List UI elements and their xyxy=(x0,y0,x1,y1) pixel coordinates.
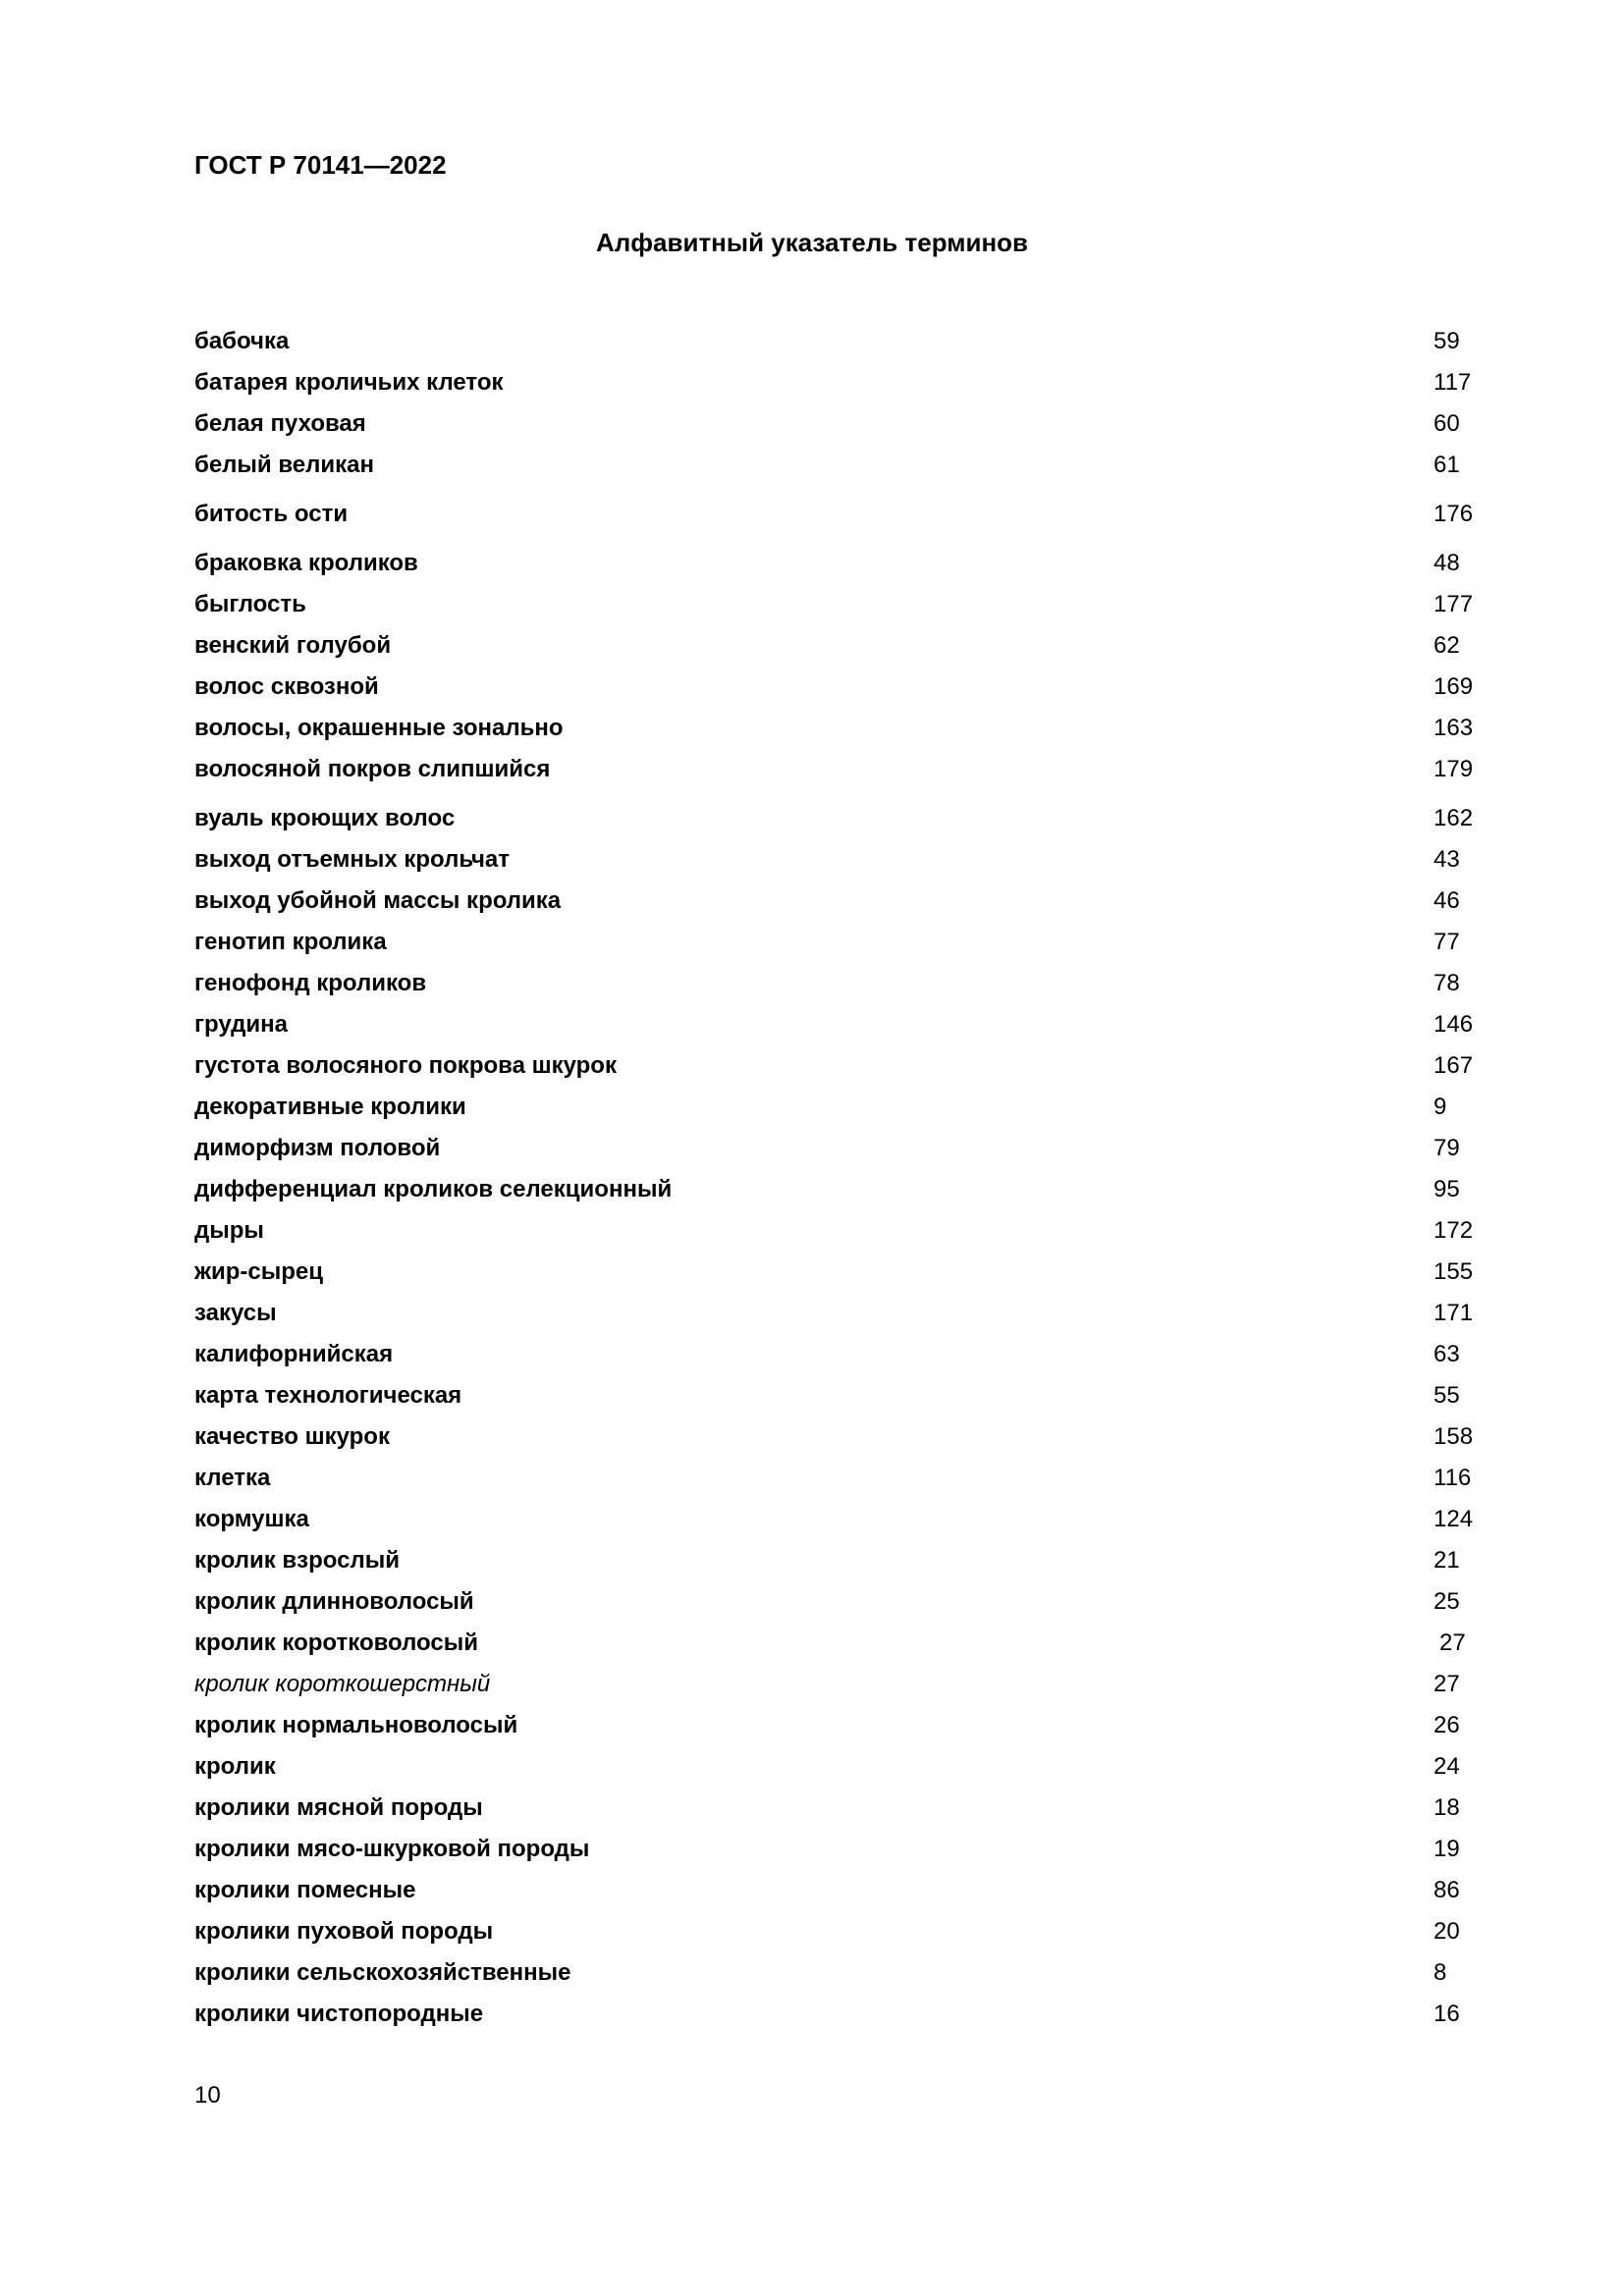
index-entry xyxy=(194,543,1481,584)
term-number: 26 xyxy=(1434,1712,1460,1738)
index-term: белая пуховая xyxy=(194,410,366,437)
term-number: 169 xyxy=(1434,673,1474,700)
term-number: 86 xyxy=(1434,1877,1460,1903)
index-term: батарея кроличьих клеток xyxy=(194,369,504,396)
term-number: 155 xyxy=(1434,1258,1474,1285)
index-term: белый великан xyxy=(194,452,374,478)
index-entry xyxy=(194,1499,1481,1540)
term-number: 20 xyxy=(1434,1918,1460,1945)
term-number: 167 xyxy=(1434,1052,1474,1079)
index-term: закусы xyxy=(194,1300,277,1326)
index-term: кролик длинноволосый xyxy=(194,1588,474,1615)
index-entry xyxy=(194,922,1481,963)
term-number: 124 xyxy=(1434,1506,1474,1532)
term-number: 146 xyxy=(1434,1011,1474,1038)
index-entry xyxy=(194,1664,1481,1705)
index-entry xyxy=(194,1788,1481,1829)
index-entry xyxy=(194,1293,1481,1334)
term-number: 162 xyxy=(1434,805,1474,831)
index-entry xyxy=(194,494,1481,535)
index-term-synonym: кролик короткошерстный xyxy=(194,1671,491,1697)
index-term: жир-сырец xyxy=(194,1258,324,1285)
index-term: кролики помесные xyxy=(194,1877,416,1903)
document-code-header: ГОСТ Р 70141—2022 xyxy=(194,150,447,180)
index-entry xyxy=(194,1705,1481,1746)
index-entry xyxy=(194,625,1481,667)
index-term: быглость xyxy=(194,591,306,617)
index-term: бабочка xyxy=(194,328,290,354)
term-number: 27 xyxy=(1434,1671,1460,1697)
index-entry xyxy=(194,1540,1481,1581)
index-entry xyxy=(194,963,1481,1004)
index-term: грудина xyxy=(194,1011,288,1038)
index-term: генофонд кроликов xyxy=(194,970,427,996)
index-term: битость ости xyxy=(194,501,349,527)
term-number: 172 xyxy=(1434,1217,1474,1244)
index-term: клетка xyxy=(194,1465,271,1491)
index-entry xyxy=(194,881,1481,922)
term-number: 116 xyxy=(1434,1465,1472,1491)
term-number: 43 xyxy=(1434,846,1460,873)
index-term: выход убойной массы кролика xyxy=(194,887,562,914)
term-number: 24 xyxy=(1434,1753,1460,1780)
term-number: 117 xyxy=(1434,369,1472,396)
index-entry xyxy=(194,584,1481,625)
term-number: 9 xyxy=(1434,1094,1447,1120)
term-number: 176 xyxy=(1434,501,1474,527)
index-term: дифференциал кроликов селекционный xyxy=(194,1176,673,1202)
term-number: 25 xyxy=(1434,1588,1460,1615)
index-term: качество шкурок xyxy=(194,1423,390,1450)
index-term: кролик взрослый xyxy=(194,1547,400,1574)
index-term: волосы, окрашенные зонально xyxy=(194,715,564,741)
index-term: дыры xyxy=(194,1217,264,1244)
term-number: 61 xyxy=(1434,452,1460,478)
term-number: 21 xyxy=(1434,1547,1460,1574)
term-number: 158 xyxy=(1434,1423,1474,1450)
term-number: 27 xyxy=(1439,1629,1466,1656)
index-entry xyxy=(194,1952,1481,1994)
index-entry xyxy=(194,1870,1481,1911)
index-term: кролик коротковолосый xyxy=(194,1629,478,1656)
term-number: 19 xyxy=(1434,1836,1460,1862)
index-entry xyxy=(194,1128,1481,1169)
index-entry xyxy=(194,1375,1481,1416)
term-number: 78 xyxy=(1434,970,1460,996)
index-term: выход отъемных крольчат xyxy=(194,846,511,873)
index-term: кролик xyxy=(194,1753,276,1780)
index-entry xyxy=(194,667,1481,708)
index-term: кролики сельскохозяйственные xyxy=(194,1959,571,1986)
index-entry xyxy=(194,321,1481,362)
index-term: кролики пуховой породы xyxy=(194,1918,494,1945)
index-term: волосяной покров слипшийся xyxy=(194,756,551,782)
term-number: 18 xyxy=(1434,1794,1460,1821)
term-number: 77 xyxy=(1434,929,1460,955)
term-number: 95 xyxy=(1434,1176,1460,1202)
index-term: браковка кроликов xyxy=(194,550,418,576)
index-term: кролики мясо-шкурковой породы xyxy=(194,1836,590,1862)
index-term: диморфизм половой xyxy=(194,1135,441,1161)
term-number: 60 xyxy=(1434,410,1460,437)
term-number: 79 xyxy=(1434,1135,1460,1161)
term-number: 171 xyxy=(1434,1300,1474,1326)
term-number: 163 xyxy=(1434,715,1474,741)
index-term: кролики мясной породы xyxy=(194,1794,483,1821)
index-entry xyxy=(194,1623,1481,1664)
term-number: 55 xyxy=(1434,1382,1460,1409)
index-entry xyxy=(194,1911,1481,1952)
term-index-list xyxy=(194,321,1481,2035)
index-entry xyxy=(194,403,1481,445)
index-entry xyxy=(194,798,1481,839)
index-term: генотип кролика xyxy=(194,929,387,955)
index-term: вуаль кроющих волос xyxy=(194,805,456,831)
index-entry xyxy=(194,1210,1481,1252)
index-term: карта технологическая xyxy=(194,1382,462,1409)
term-number: 16 xyxy=(1434,2001,1460,2027)
index-entry xyxy=(194,1045,1481,1087)
index-entry xyxy=(194,1458,1481,1499)
term-number: 62 xyxy=(1434,632,1460,659)
index-title: Алфавитный указатель терминов xyxy=(595,228,1029,257)
term-number: 8 xyxy=(1434,1959,1447,1986)
index-term: кормушка xyxy=(194,1506,309,1532)
index-entry xyxy=(194,1169,1481,1210)
term-number: 177 xyxy=(1434,591,1474,617)
index-term: калифорнийская xyxy=(194,1341,394,1367)
index-entry xyxy=(194,1334,1481,1375)
index-term: декоративные кролики xyxy=(194,1094,466,1120)
index-entry xyxy=(194,708,1481,749)
index-entry xyxy=(194,1004,1481,1045)
index-entry xyxy=(194,1746,1481,1788)
index-term: волос сквозной xyxy=(194,673,379,700)
page-number: 10 xyxy=(194,2082,221,2109)
index-term: венский голубой xyxy=(194,632,392,659)
term-number: 63 xyxy=(1434,1341,1460,1367)
term-number: 46 xyxy=(1434,887,1460,914)
index-entry xyxy=(194,362,1481,403)
index-term: густота волосяного покрова шкурок xyxy=(194,1052,617,1079)
index-term: кролик нормальноволосый xyxy=(194,1712,518,1738)
index-entry xyxy=(194,1252,1481,1293)
term-number: 59 xyxy=(1434,328,1460,354)
index-entry xyxy=(194,1994,1481,2035)
index-entry xyxy=(194,1087,1481,1128)
index-entry xyxy=(194,445,1481,486)
index-entry xyxy=(194,1416,1481,1458)
term-number: 179 xyxy=(1434,756,1474,782)
index-entry xyxy=(194,839,1481,881)
term-number: 48 xyxy=(1434,550,1460,576)
index-entry xyxy=(194,1829,1481,1870)
index-entry xyxy=(194,749,1481,790)
index-entry xyxy=(194,1581,1481,1623)
index-term: кролики чистопородные xyxy=(194,2001,484,2027)
